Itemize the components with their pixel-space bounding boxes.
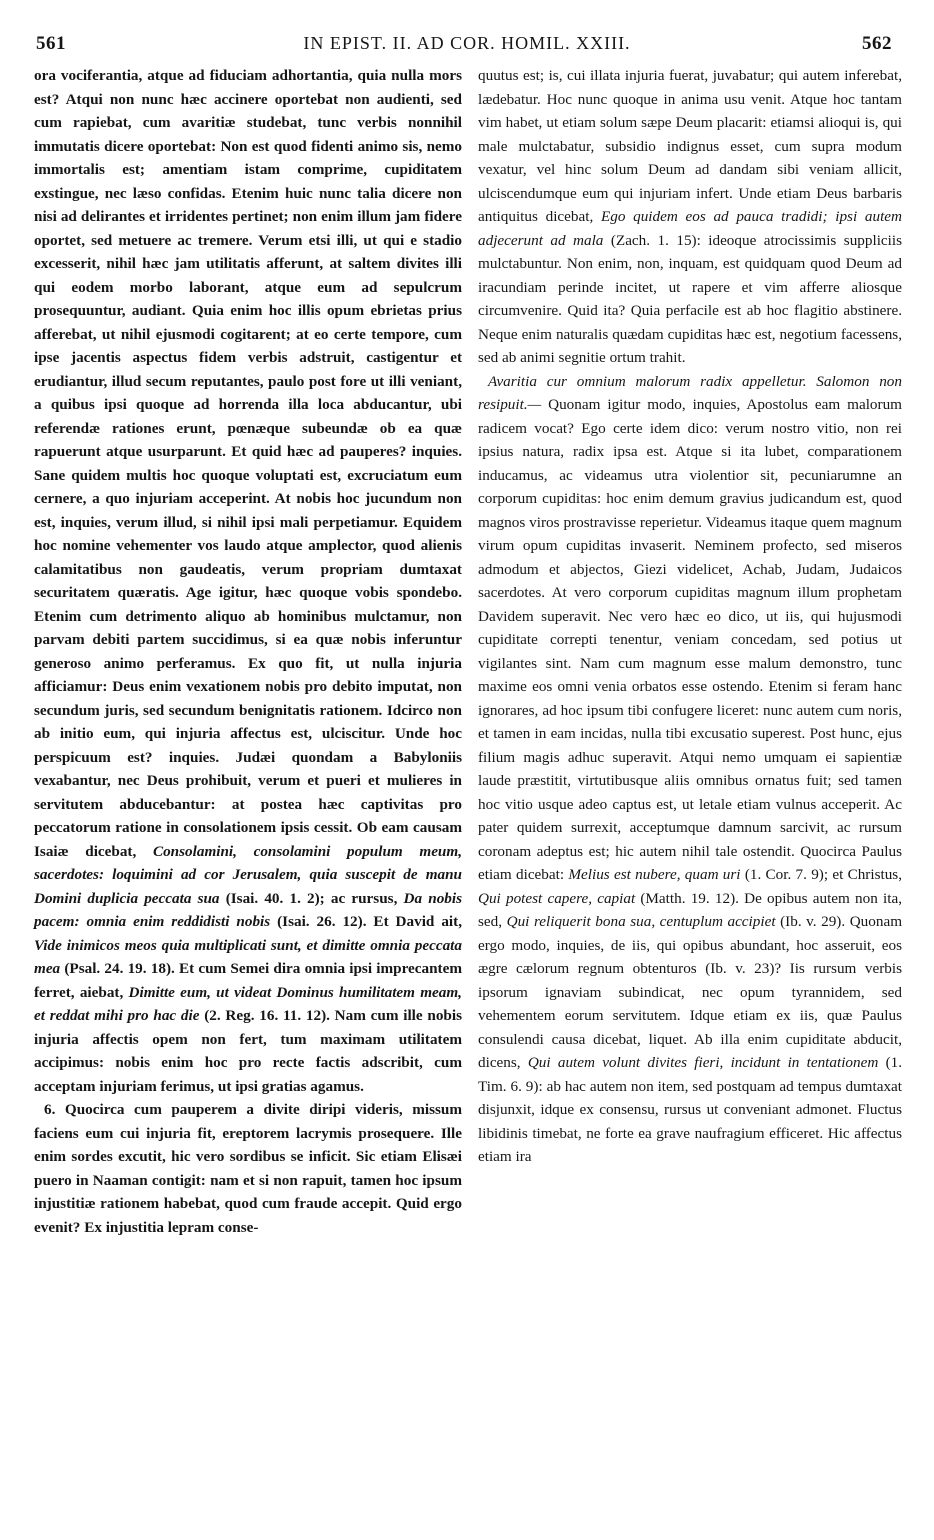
- scripture-reference: (Psal. 24. 19. 18). Et cum Semei dira omnia ipsi imprecantem ferret, aiebat,: [34, 960, 463, 1001]
- scripture-quote: Vide inimicos meos quia multiplicati sunt, et dimitte omnia peccata mea: [34, 936, 462, 977]
- scripture-quote: Qui reliquerit bona sua, centuplum accipiet: [506, 913, 776, 930]
- scripture-reference: (Ib. v. 29). Quonam ergo modo, inquies, de iis, qui opibus abundant, hoc asseruit, eos ægre cælorum regnum obtenturos (Ib. v. 23)? Iis rursum verbis ipsorum ignaviam subindicat, nec opum tyrannidem, sed vehementem eorum servitutem. Idque etiam ex iis, quæ Paulus consulendi causa dicebat, liquet. Ab illa enim cupiditate abducit, dicens,: [478, 913, 903, 1071]
- scripture-quote: Da nobis pacem: omnia enim reddidisti nobis: [34, 889, 463, 930]
- scripture-reference: (Isai. 26. 12). Et David ait,: [277, 913, 462, 930]
- scripture-reference: (2. Reg. 16. 11. 12). Nam cum ille nobis injuria affectis opem non fert, tum maximam utilitatem accipimus: nobis enim hoc pro recte factis adscribit, cum acceptam injuriam ferimus, ut ipsi gratias agamus.: [34, 1007, 462, 1095]
- right-paragraph-avaritia: [478, 370, 902, 1169]
- right-column: [478, 64, 902, 1169]
- page-number-left: 561: [36, 33, 66, 54]
- scripture-reference: (1. Cor. 7. 9); et Christus,: [744, 866, 903, 883]
- scripture-reference: (1. Tim. 6. 9): ab hac autem non item, sed postquam ad tempus dumtaxat disjunxit, idque ex consensu, rursus ut conveniant admonet. Fluctus libidinis timebat, ne forte ea grave naufragium efficeret. Hic affectus etiam ira: [478, 1054, 903, 1165]
- scripture-reference: (Zach. 1. 15): ideoque atrocissimis suppliciis mulctabuntur. Non enim, non, inquam, est quidquam quod Deum ad iracundiam perinde incitet, ut rapere et vim afferre aliosque circumvenire. Quid ita? Quia perfacile est ab hoc flagitio abstinere. Neque enim naturalis quædam cupiditas hæc est, negotium facessens, sed ab animi segnitie ortum trahit.: [478, 231, 903, 366]
- scripture-quote: Ego quidem eos ad pauca tradidi; ipsi autem adjecerunt ad mala: [478, 208, 902, 249]
- page-number-right: 562: [862, 33, 892, 54]
- scripture-quote: Qui autem volunt divites fieri, incidunt in tentationem: [527, 1054, 879, 1071]
- scripture-quote: Melius est nubere, quam uri: [568, 866, 741, 883]
- body-text: 6. Quocirca cum pauperem a divite diripi videris, missum faciens eum cui injuria fit, ereptorem lacrymis prosequere. Ille enim sordes excutit, hic vero sordibus se inficit. Sic etiam Elisæi puero in Naaman contigit: nam et si non rapuit, tamen hoc ipsum injustitiæ rationem habebat, quod cum fraude accepit. Quid ergo evenit? Ex injustitia lepram conse-: [34, 1101, 462, 1236]
- left-paragraph: [34, 64, 462, 1098]
- page-header: [0, 0, 934, 60]
- scripture-quote: Dimitte eum, ut videat Dominus humilitatem meam, et reddat mihi pro hac die: [34, 983, 462, 1024]
- scripture-reference: (Matth. 19. 12). De opibus autem non ita, sed,: [478, 889, 902, 930]
- body-text: ora vociferantia, atque ad fiduciam adhortantia, quia nulla mors est? Atqui non nunc hæc accinere oportebat non audienti, sed cum rapiebat, cum avaritiæ studebat, tunc verbis nonnihil immutatis dicere oportebat: Non est quod fidenti animo sis, nemo immortalis est; amentiam istam comprime, cupiditatem exstingue, nec læso confidas. Etenim huic nunc talia dicere non nisi ad delirantes et irridentes pertinet; non enim illum jam fidere oportet, sed metuere ac tremere. Verum etsi illi, ut qui e stadio excesserit, nihil hæc jam utilitatis afferunt, at saltem divites illi qui eodem morbo laborant, atque eum ad sepulcrum prosequuntur, audiant. Quia enim hoc illis opum ebrietas prius afferebat, ut nihil ejusmodi cogitarent; at eo certe tempore, cum ipse jacentis aspectus fidem verbis adstruit, castigentur et erudiantur, illud secum reputantes, paulo post fore ut illi veniant, a quibus ipsi quoque ad horrenda illa loca abducantur, ubi referendæ rationes erunt, pœnæque subeundæ ob ea quæ rapuerunt atque usurparunt. Et quid hæc ad pauperes? inquies. Sane quidem multis hoc quoque voluptati est, excruciatum eum cernere, a quo injuriam acceperint. At nobis hoc jucundum non est, inquies, verum illud, si nihil ipsi mali perpetiamur. Equidem hoc nomine vehementer vos laudo atque amplector, quod alienis calamitatibus non gaudeatis, verum propriam dumtaxat securitatem quæratis. Age igitur, hæc quoque vobis spondebo. Etenim cum detrimento aliquo ab hominibus mulctamur, non parvam debiti partem succidimus, si ea quæ nobis inferuntur generoso animo perferamus. Ex quo fit, ut nulla injuria afficiamur: Deus enim vexationem nobis pro debito imputat, non secundum juris, sed secundum benignitatis rationem. Idcirco non ab initio eum, qui injuria affectus est, ulciscitur. Unde hoc perspicuum est? inquies. Judæi quondam a Babyloniis vexabantur, nec Deus prohibuit, verum et pueri et mulieres in servitutem abducebantur: at postea hæc captivitas pro peccatorum ratione in consolationem ipsis cessit. Ob eam causam Isaiæ dicebat,: [34, 67, 462, 860]
- body-text: Quonam igitur modo, inquies, Apostolus eam malorum radicem vocat? Ego certe idem dico: verum nostro vitio, non rei ipsius natura, radix ipsa est. Atque si ita lubet, comparationem inducamus, ac videamus utra violentior sit, pecuniarumne an corporum cupiditas: hoc enim demum gravius judicandum est, quod magnos viros prostravisse reperietur. Videamus itaque quem magnum virum opum cupiditas invaserit. Neminem profecto, sed miseros admodum et abjectos, Giezi videlicet, Achab, Judam, Judaicos sacerdotes. At vero corporum cupiditas magnum illum prophetam Davidem superavit. Nec vero hæc eo dico, ut iis, qui hujusmodi cupiditate correpti tenentur, veniam concedam, sed potius ut vigilantes sint. Nam cum magnum esse malum demonstro, tunc maxime eos omni venia orbatos esse ostendo. Etenim si feram hanc ignorares, ad hoc ipsum tibi confugere liceret: nunc autem cum noris, et tamen in eam incidas, nulla tibi excusatio superest. Post hunc, ejus filium magis adhuc superavit. Atqui nemo umquam ei sapientiæ laude præstitit, virtutibusque aliis omnibus ornatus fuit; sed tamen hoc vitio usque adeo captus est, ut letale etiam vulnus acceperit. Ac pater quidem surrexit, acceptumque damnum sarcivit, ac rursum coronam adeptus est; hic autem nihil tale ostendit. Quocirca Paulus etiam dicebat:: [478, 396, 902, 883]
- running-title: IN EPIST. II. AD COR. HOMIL. XXIII.: [303, 33, 631, 53]
- body-text: quutus est; is, cui illata injuria fuerat, juvabatur; qui autem inferebat, lædebatur. Hoc nunc quoque in anima usu venit. Atque hoc tantam vim habet, ut etiam solum sæpe Deum placarit: etiamsi alioqui is, qui male mulctabatur, subsidio indignus esset, cum supra modum vexatur, vel hinc solum Deum ad dandam sibi veniam allicit, ulciscendumque eum qui injuriam infert. Unde etiam Deus barbaris antiquitus dicebat,: [478, 67, 902, 225]
- left-column: [34, 64, 462, 1239]
- section-sidenote: Avaritia cur omnium malorum radix appelletur. Salomon non resipuit.—: [478, 372, 902, 413]
- scripture-quote: Qui potest capere, capiat: [478, 889, 636, 907]
- scripture-quote: Consolamini, consolamini populum meum, sacerdotes: loquimini ad cor Jerusalem, quia suscepit de manu Domini duplicia peccata sua: [34, 842, 462, 907]
- left-paragraph-6: [34, 1098, 462, 1239]
- scripture-reference: (Isai. 40. 1. 2); ac rursus,: [225, 889, 398, 907]
- right-paragraph: [478, 64, 902, 370]
